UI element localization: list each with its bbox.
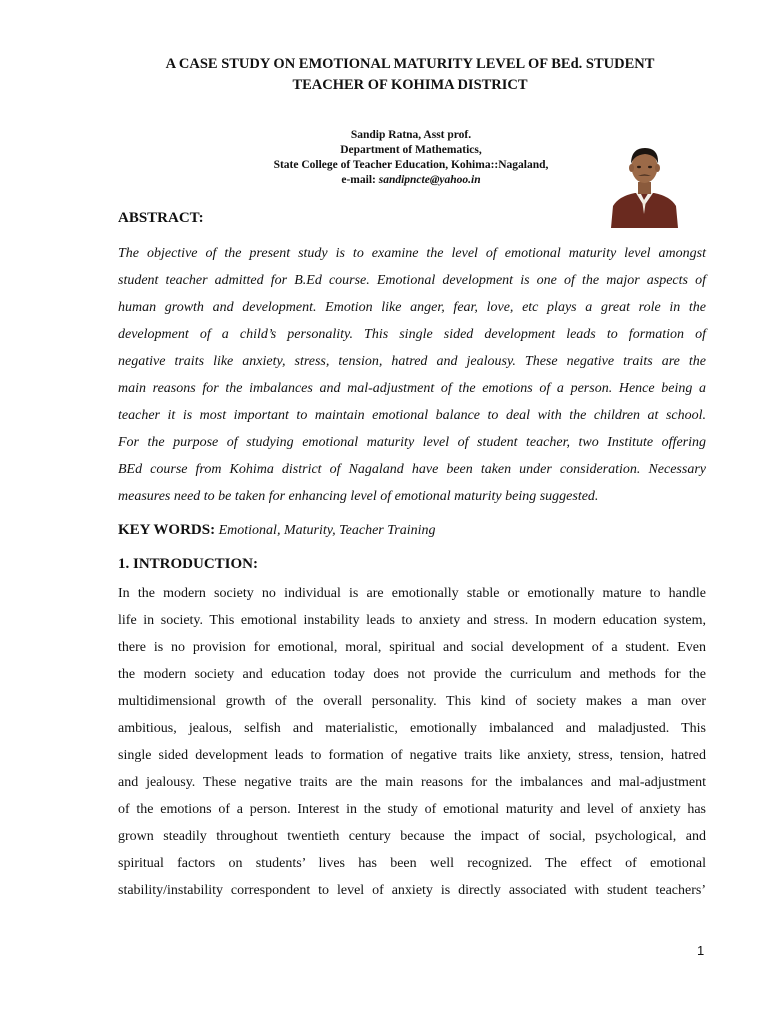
intro-line: spiritual factors on students’ lives has been well recognized. The effect of emotional <box>118 856 706 871</box>
abstract-line: student teacher admitted for B.Ed course. Emotional development is one of the major aspects of <box>118 273 706 288</box>
intro-line: life in society. This emotional instability leads to anxiety and stress. In modern education system, <box>118 613 706 628</box>
intro-line: ambitious, jealous, selfish and materialistic, emotionally imbalanced and maladjusted. This <box>118 721 706 736</box>
introduction-body <box>118 580 706 904</box>
abstract-line: measures need to be taken for enhancing level of emotional maturity being suggested. <box>118 489 599 504</box>
abstract-line: development of a child’s personality. This single sided development leads to formation of <box>118 327 706 342</box>
abstract-line: For the purpose of studying emotional maturity level of student teacher, two Institute offering <box>118 435 706 450</box>
abstract-line: BEd course from Kohima district of Nagaland have been taken under consideration. Necessary <box>118 462 706 477</box>
keywords-value: Emotional, Maturity, Teacher Training <box>215 523 436 538</box>
intro-line: multidimensional growth of the overall personality. This kind of society makes a man over <box>118 694 706 709</box>
author-photo <box>609 140 680 228</box>
intro-line: and jealousy. These negative traits are the main reasons for the imbalances and mal-adjustment <box>118 775 706 790</box>
author-department: Department of Mathematics, <box>340 144 482 156</box>
author-email-line <box>230 173 592 188</box>
email-label: e-mail: <box>341 174 379 186</box>
author-name: Sandip Ratna, Asst prof. <box>350 129 472 141</box>
intro-line: single sided development leads to formation of negative traits like anxiety, stress, tension, hatred <box>118 748 706 763</box>
intro-line: grown steadily throughout twentieth century because the impact of social, psychological, and <box>118 829 706 844</box>
author-block <box>230 128 592 188</box>
keywords-label: KEY WORDS: <box>118 522 216 538</box>
intro-line: of the emotions of a person. Interest in the study of emotional maturity and level of anxiety has <box>118 802 706 817</box>
intro-line: the modern society and education today does not provide the curriculum and methods for the <box>118 667 706 682</box>
keywords-line <box>118 522 436 539</box>
paper-title <box>100 54 720 96</box>
page-number: 1 <box>697 943 705 958</box>
email-address: sandipncte@yahoo.in <box>378 174 481 186</box>
abstract-heading: ABSTRACT: <box>118 210 204 226</box>
abstract-line: The objective of the present study is to examine the level of emotional maturity level amongst <box>118 246 706 261</box>
introduction-heading: 1. INTRODUCTION: <box>118 556 259 572</box>
title-line-2: TEACHER OF KOHIMA DISTRICT <box>292 77 528 93</box>
abstract-line: human growth and development. Emotion like anger, fear, love, etc plays a great role in the <box>118 300 706 315</box>
abstract-body <box>118 240 706 510</box>
intro-line: stability/instability correspondent to level of anxiety is directly associated with student teachers’ <box>118 883 706 898</box>
abstract-line: teacher it is most important to maintain emotional balance to deal with the children at school. <box>118 408 706 423</box>
author-institution: State College of Teacher Education, Kohima::Nagaland, <box>273 159 549 171</box>
intro-line: In the modern society no individual is are emotionally stable or emotionally mature to handle <box>118 586 706 601</box>
abstract-line: negative traits like anxiety, stress, tension, hatred and jealousy. These negative traits are the <box>118 354 706 369</box>
title-line-1: A CASE STUDY ON EMOTIONAL MATURITY LEVEL OF BEd. STUDENT <box>165 56 655 72</box>
abstract-line: main reasons for the imbalances and mal-adjustment of the emotions of a person. Hence being a <box>118 381 706 396</box>
intro-line: there is no provision for emotional, moral, spiritual and social development of a student. Even <box>118 640 706 655</box>
